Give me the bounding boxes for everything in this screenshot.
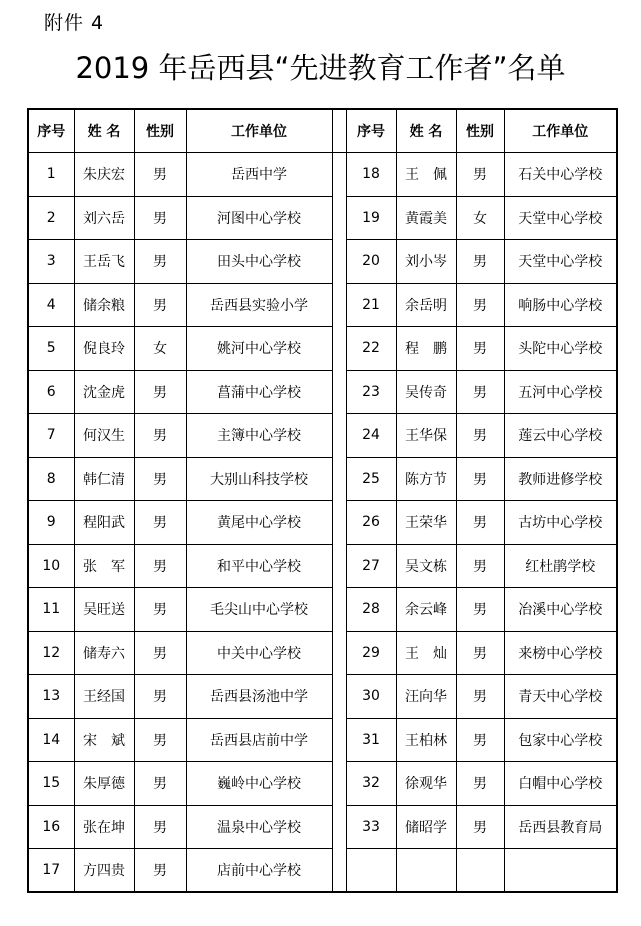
left-gender-cell: 男	[134, 501, 186, 545]
table-row	[28, 240, 617, 284]
right-name-cell: 程 鹏	[396, 327, 456, 371]
left-seq-cell: 10	[28, 544, 74, 588]
table-row	[28, 370, 617, 414]
header-unit-right: 工作单位	[504, 109, 617, 153]
right-gender-cell: 男	[456, 675, 504, 719]
left-unit-cell: 田头中心学校	[186, 240, 332, 284]
right-gender-cell: 男	[456, 762, 504, 806]
left-name-cell: 王经国	[74, 675, 134, 719]
right-unit-cell: 白帽中心学校	[504, 762, 617, 806]
column-separator	[332, 588, 346, 632]
column-separator	[332, 631, 346, 675]
right-gender-cell: 男	[456, 588, 504, 632]
right-gender-cell	[456, 849, 504, 893]
right-seq-cell: 31	[346, 718, 396, 762]
table-row	[28, 196, 617, 240]
left-name-cell: 沈金虎	[74, 370, 134, 414]
right-seq-cell: 30	[346, 675, 396, 719]
left-gender-cell: 男	[134, 805, 186, 849]
header-name-left: 姓 名	[74, 109, 134, 153]
column-separator	[332, 762, 346, 806]
left-name-cell: 王岳飞	[74, 240, 134, 284]
left-unit-cell: 和平中心学校	[186, 544, 332, 588]
right-gender-cell: 男	[456, 501, 504, 545]
right-gender-cell: 男	[456, 327, 504, 371]
left-gender-cell: 女	[134, 327, 186, 371]
left-seq-cell: 11	[28, 588, 74, 632]
left-unit-cell: 温泉中心学校	[186, 805, 332, 849]
roster-table	[27, 108, 618, 893]
left-unit-cell: 岳西中学	[186, 153, 332, 197]
left-name-cell: 韩仁清	[74, 457, 134, 501]
header-name-right: 姓 名	[396, 109, 456, 153]
right-name-cell: 储昭学	[396, 805, 456, 849]
left-seq-cell: 12	[28, 631, 74, 675]
left-gender-cell: 男	[134, 153, 186, 197]
column-separator	[332, 370, 346, 414]
column-separator	[332, 718, 346, 762]
right-unit-cell: 响肠中心学校	[504, 283, 617, 327]
left-gender-cell: 男	[134, 414, 186, 458]
right-unit-cell: 冶溪中心学校	[504, 588, 617, 632]
right-name-cell: 王 灿	[396, 631, 456, 675]
column-separator	[332, 414, 346, 458]
right-name-cell: 吴传奇	[396, 370, 456, 414]
right-unit-cell: 教师进修学校	[504, 457, 617, 501]
header-seq-right: 序号	[346, 109, 396, 153]
left-seq-cell: 17	[28, 849, 74, 893]
right-name-cell: 王荣华	[396, 501, 456, 545]
page-title: 2019 年岳西县“先进教育工作者”名单	[75, 51, 566, 85]
right-unit-cell: 岳西县教育局	[504, 805, 617, 849]
left-unit-cell: 姚河中心学校	[186, 327, 332, 371]
left-unit-cell: 毛尖山中心学校	[186, 588, 332, 632]
right-unit-cell: 古坊中心学校	[504, 501, 617, 545]
right-unit-cell: 天堂中心学校	[504, 196, 617, 240]
left-gender-cell: 男	[134, 370, 186, 414]
left-name-cell: 储余粮	[74, 283, 134, 327]
right-seq-cell: 20	[346, 240, 396, 284]
left-unit-cell: 菖蒲中心学校	[186, 370, 332, 414]
right-seq-cell: 18	[346, 153, 396, 197]
right-gender-cell: 男	[456, 631, 504, 675]
left-name-cell: 储寿六	[74, 631, 134, 675]
left-gender-cell: 男	[134, 457, 186, 501]
left-unit-cell: 巍岭中心学校	[186, 762, 332, 806]
header-seq-left: 序号	[28, 109, 74, 153]
right-seq-cell	[346, 849, 396, 893]
column-separator	[332, 153, 346, 197]
left-seq-cell: 1	[28, 153, 74, 197]
right-gender-cell: 男	[456, 370, 504, 414]
column-separator	[332, 240, 346, 284]
right-seq-cell: 27	[346, 544, 396, 588]
left-name-cell: 吴旺送	[74, 588, 134, 632]
left-gender-cell: 男	[134, 240, 186, 284]
column-separator	[332, 196, 346, 240]
right-unit-cell: 天堂中心学校	[504, 240, 617, 284]
right-gender-cell: 男	[456, 544, 504, 588]
right-seq-cell: 19	[346, 196, 396, 240]
right-seq-cell: 22	[346, 327, 396, 371]
column-separator	[332, 457, 346, 501]
left-name-cell: 方四贵	[74, 849, 134, 893]
right-gender-cell: 男	[456, 414, 504, 458]
right-unit-cell: 莲云中心学校	[504, 414, 617, 458]
table-row	[28, 501, 617, 545]
left-unit-cell: 岳西县店前中学	[186, 718, 332, 762]
left-name-cell: 宋 斌	[74, 718, 134, 762]
right-gender-cell: 男	[456, 240, 504, 284]
left-seq-cell: 14	[28, 718, 74, 762]
left-gender-cell: 男	[134, 283, 186, 327]
right-name-cell: 徐观华	[396, 762, 456, 806]
column-separator	[332, 283, 346, 327]
left-seq-cell: 15	[28, 762, 74, 806]
right-seq-cell: 25	[346, 457, 396, 501]
left-name-cell: 刘六岳	[74, 196, 134, 240]
left-unit-cell: 岳西县汤池中学	[186, 675, 332, 719]
table-row	[28, 588, 617, 632]
table-row	[28, 153, 617, 197]
right-unit-cell: 来榜中心学校	[504, 631, 617, 675]
left-name-cell: 张在坤	[74, 805, 134, 849]
left-gender-cell: 男	[134, 718, 186, 762]
header-gender-left: 性别	[134, 109, 186, 153]
column-separator	[332, 109, 346, 153]
left-unit-cell: 主簿中心学校	[186, 414, 332, 458]
right-name-cell: 王 佩	[396, 153, 456, 197]
left-name-cell: 朱庆宏	[74, 153, 134, 197]
right-seq-cell: 32	[346, 762, 396, 806]
left-gender-cell: 男	[134, 631, 186, 675]
left-gender-cell: 男	[134, 849, 186, 893]
left-gender-cell: 男	[134, 675, 186, 719]
right-name-cell: 王柏林	[396, 718, 456, 762]
header-gender-right: 性别	[456, 109, 504, 153]
left-seq-cell: 8	[28, 457, 74, 501]
right-name-cell: 陈方节	[396, 457, 456, 501]
left-seq-cell: 3	[28, 240, 74, 284]
right-seq-cell: 21	[346, 283, 396, 327]
table-row	[28, 805, 617, 849]
left-unit-cell: 店前中心学校	[186, 849, 332, 893]
left-unit-cell: 黄尾中心学校	[186, 501, 332, 545]
right-seq-cell: 24	[346, 414, 396, 458]
right-unit-cell	[504, 849, 617, 893]
table-row	[28, 718, 617, 762]
right-seq-cell: 33	[346, 805, 396, 849]
left-name-cell: 程阳武	[74, 501, 134, 545]
column-separator	[332, 675, 346, 719]
table-row	[28, 283, 617, 327]
table-row	[28, 414, 617, 458]
left-seq-cell: 4	[28, 283, 74, 327]
left-unit-cell: 大别山科技学校	[186, 457, 332, 501]
right-name-cell: 余云峰	[396, 588, 456, 632]
right-gender-cell: 男	[456, 457, 504, 501]
left-gender-cell: 男	[134, 196, 186, 240]
left-seq-cell: 7	[28, 414, 74, 458]
left-name-cell: 何汉生	[74, 414, 134, 458]
right-gender-cell: 男	[456, 283, 504, 327]
right-unit-cell: 包家中心学校	[504, 718, 617, 762]
header-row	[28, 109, 617, 153]
left-unit-cell: 中关中心学校	[186, 631, 332, 675]
right-gender-cell: 男	[456, 153, 504, 197]
right-gender-cell: 女	[456, 196, 504, 240]
attachment-label: 附件 4	[44, 12, 105, 34]
table-row	[28, 631, 617, 675]
right-unit-cell: 石关中心学校	[504, 153, 617, 197]
right-name-cell: 余岳明	[396, 283, 456, 327]
right-name-cell: 吴文栋	[396, 544, 456, 588]
left-seq-cell: 16	[28, 805, 74, 849]
right-name-cell: 刘小岑	[396, 240, 456, 284]
table-row	[28, 327, 617, 371]
table-row	[28, 762, 617, 806]
right-seq-cell: 28	[346, 588, 396, 632]
table-row	[28, 457, 617, 501]
left-seq-cell: 9	[28, 501, 74, 545]
left-seq-cell: 6	[28, 370, 74, 414]
right-unit-cell: 青天中心学校	[504, 675, 617, 719]
left-gender-cell: 男	[134, 762, 186, 806]
right-name-cell	[396, 849, 456, 893]
left-unit-cell: 河图中心学校	[186, 196, 332, 240]
left-gender-cell: 男	[134, 544, 186, 588]
right-seq-cell: 29	[346, 631, 396, 675]
right-unit-cell: 头陀中心学校	[504, 327, 617, 371]
left-seq-cell: 5	[28, 327, 74, 371]
column-separator	[332, 501, 346, 545]
left-name-cell: 倪良玲	[74, 327, 134, 371]
header-unit-left: 工作单位	[186, 109, 332, 153]
left-name-cell: 张 军	[74, 544, 134, 588]
table-row	[28, 675, 617, 719]
table-row	[28, 849, 617, 893]
left-name-cell: 朱厚德	[74, 762, 134, 806]
left-seq-cell: 2	[28, 196, 74, 240]
right-seq-cell: 26	[346, 501, 396, 545]
right-unit-cell: 红杜鹃学校	[504, 544, 617, 588]
left-seq-cell: 13	[28, 675, 74, 719]
right-gender-cell: 男	[456, 805, 504, 849]
right-gender-cell: 男	[456, 718, 504, 762]
left-gender-cell: 男	[134, 588, 186, 632]
right-name-cell: 王华保	[396, 414, 456, 458]
column-separator	[332, 327, 346, 371]
column-separator	[332, 544, 346, 588]
column-separator	[332, 849, 346, 893]
left-unit-cell: 岳西县实验小学	[186, 283, 332, 327]
right-seq-cell: 23	[346, 370, 396, 414]
right-name-cell: 黄霞美	[396, 196, 456, 240]
right-name-cell: 汪向华	[396, 675, 456, 719]
table-row	[28, 544, 617, 588]
column-separator	[332, 805, 346, 849]
right-unit-cell: 五河中心学校	[504, 370, 617, 414]
